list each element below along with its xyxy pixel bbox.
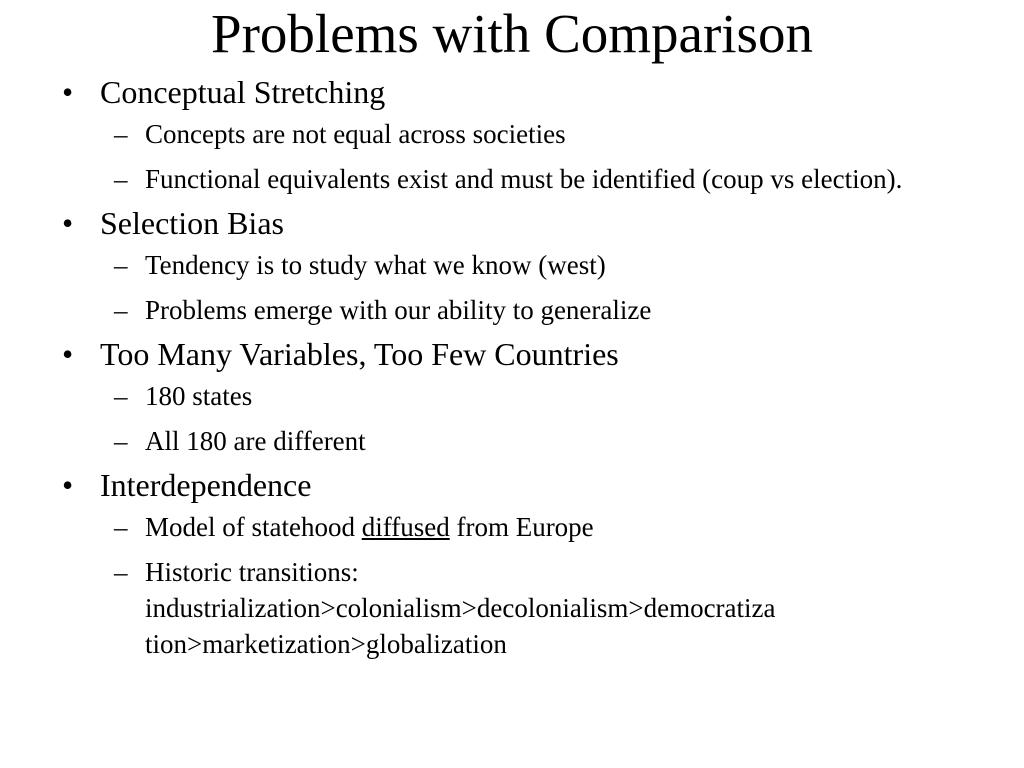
bullet-item-selection-bias [62, 203, 962, 328]
sub-item [100, 292, 962, 328]
sub-item-text: Tendency is to study what we know (west) [145, 250, 606, 280]
sub-list [100, 374, 962, 459]
dash-icon: – [114, 119, 128, 149]
dash-icon: – [114, 512, 128, 542]
sub-list [100, 112, 962, 197]
sub-item-text: Functional equivalents exist and must be identified (coup vs election). [145, 164, 903, 194]
bullet-heading: Selection Bias [100, 205, 284, 241]
sub-item-line: tion>marketization>globalization [145, 629, 507, 659]
dash-icon: – [114, 295, 128, 325]
sub-item [100, 247, 962, 283]
sub-item [100, 116, 962, 152]
bullet-icon: • [62, 336, 74, 372]
sub-item [100, 161, 962, 197]
bullet-heading: Too Many Variables, Too Few Countries [100, 336, 619, 372]
bullet-icon: • [62, 74, 74, 110]
sub-item-line: Historic transitions: [145, 557, 359, 587]
bullet-item-too-many-variables [62, 334, 962, 459]
underlined-word: diffused [361, 512, 450, 542]
dash-icon: – [114, 164, 128, 194]
sub-item [100, 423, 962, 459]
sub-item-text-before: Model of statehood [145, 512, 362, 542]
sub-item-text: Concepts are not equal across societies [145, 119, 566, 149]
sub-item [100, 554, 962, 662]
dash-icon: – [114, 557, 128, 587]
dash-icon: – [114, 250, 128, 280]
bullet-icon: • [62, 467, 74, 503]
bullet-icon: • [62, 205, 74, 241]
sub-item-line: industrialization>colonialism>decolonialism>democratiza [145, 593, 776, 623]
sub-item-text-after: from Europe [449, 512, 594, 542]
sub-item [100, 509, 962, 545]
sub-list [100, 243, 962, 328]
sub-item-text: 180 states [145, 381, 253, 411]
dash-icon: – [114, 381, 128, 411]
sub-list [100, 505, 962, 662]
bullet-item-interdependence [62, 465, 962, 662]
sub-item-text: All 180 are different [145, 426, 366, 456]
slide-title: Problems with Comparison [211, 3, 813, 64]
bullet-heading: Interdependence [100, 467, 312, 503]
bullet-item-conceptual-stretching [62, 72, 962, 197]
bullet-heading: Conceptual Stretching [100, 74, 386, 110]
dash-icon: – [114, 426, 128, 456]
sub-item-text: Problems emerge with our ability to generalize [145, 295, 652, 325]
sub-item [100, 378, 962, 414]
bullet-list [62, 72, 962, 662]
